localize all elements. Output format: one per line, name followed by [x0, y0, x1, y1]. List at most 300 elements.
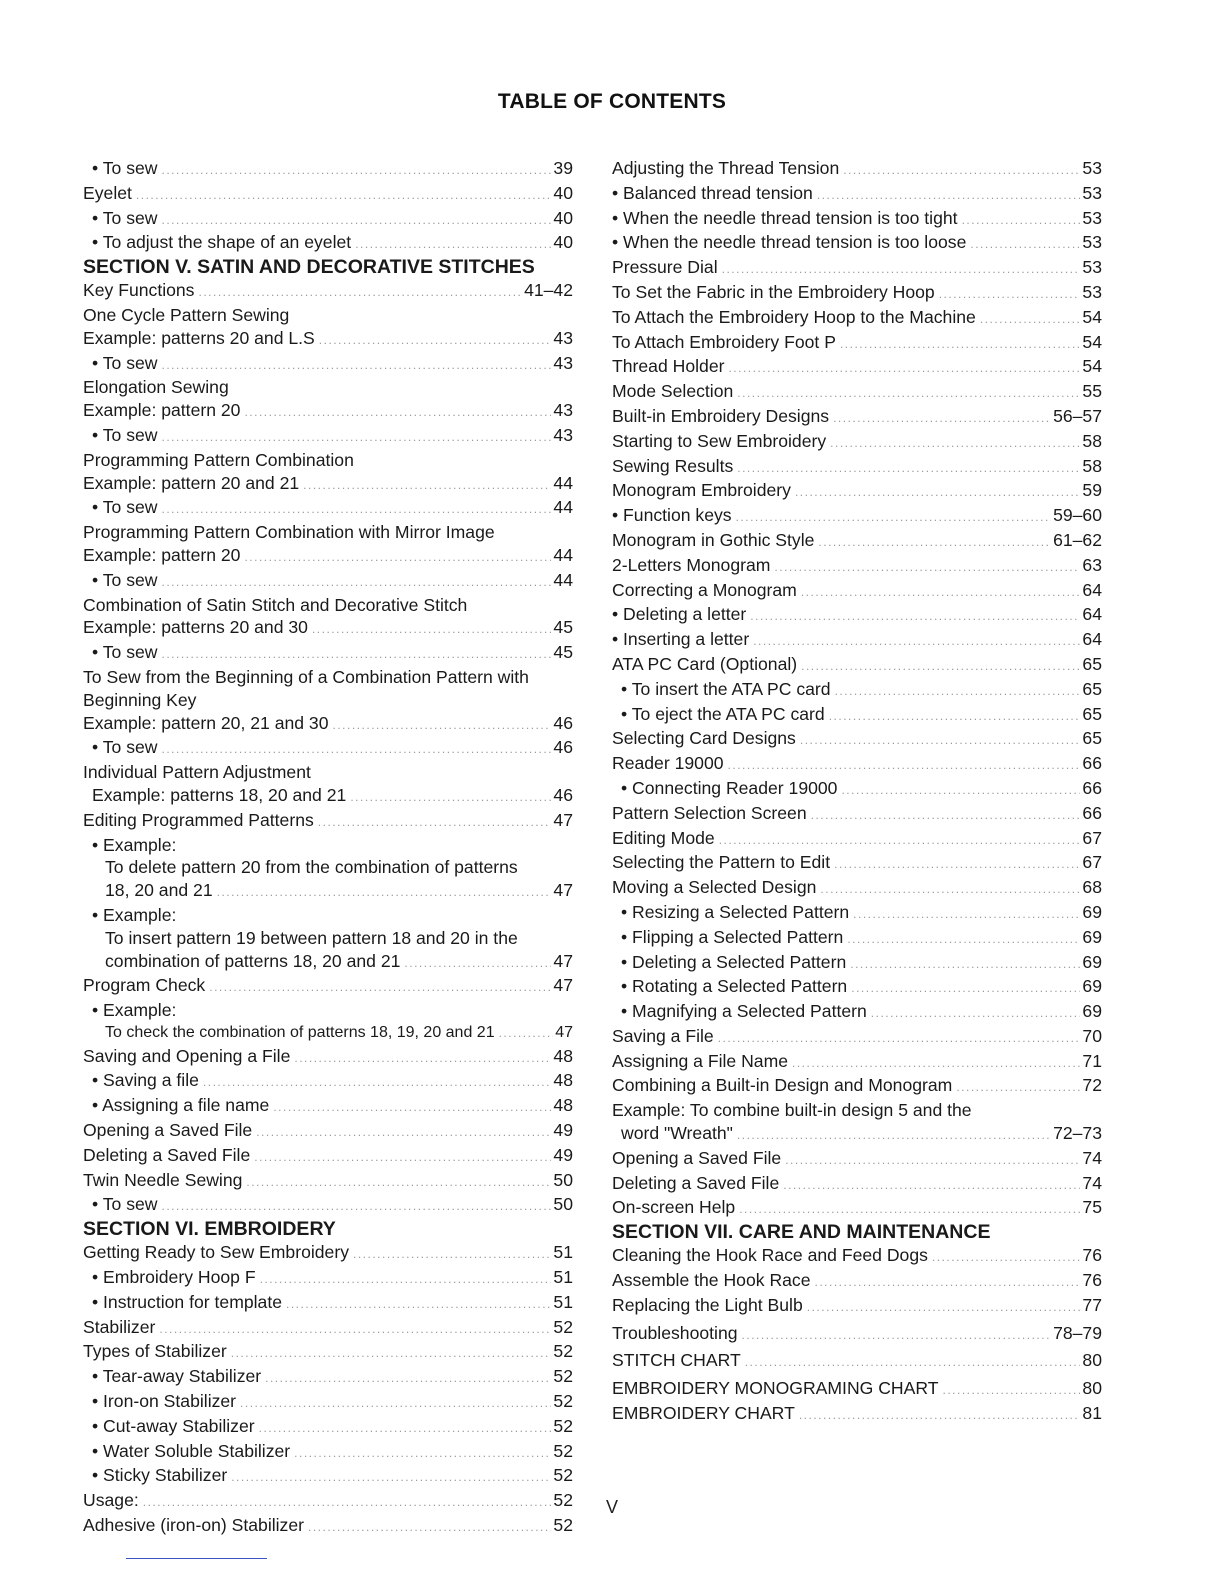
- toc-entry[interactable]: [83, 1390, 573, 1415]
- toc-entry[interactable]: [83, 327, 573, 352]
- toc-entry-title: Usage:: [83, 1490, 139, 1511]
- dot-leader: [265, 1367, 551, 1390]
- toc-entry-page: 66: [1082, 753, 1102, 774]
- toc-entry-title: Example: pattern 20, 21 and 30: [83, 712, 329, 733]
- toc-entry[interactable]: [83, 352, 573, 377]
- toc-right-column: [612, 157, 1102, 1427]
- toc-entry-page: 43: [553, 352, 573, 373]
- dot-leader: [722, 258, 1081, 281]
- dot-leader: [404, 952, 551, 975]
- toc-entry[interactable]: [83, 974, 573, 999]
- dot-leader: [742, 1324, 1052, 1347]
- toc-entry-title: Combining a Built-in Design and Monogram: [612, 1075, 953, 1096]
- toc-entry-page: 68: [1082, 877, 1102, 898]
- dot-leader: [835, 680, 1081, 703]
- toc-entry-title: Example: patterns 20 and 30: [83, 617, 308, 638]
- toc-entry-title: Monogram in Gothic Style: [612, 529, 815, 550]
- toc-entry[interactable]: [612, 207, 1102, 232]
- toc-entry-title: • To sew: [92, 497, 158, 518]
- dot-leader: [833, 407, 1051, 430]
- toc-entry-page: 51: [553, 1291, 573, 1312]
- toc-entry[interactable]: [612, 331, 1102, 356]
- dot-leader: [851, 977, 1080, 1000]
- toc-entry[interactable]: [612, 876, 1102, 901]
- toc-entry-title: Getting Ready to Sew Embroidery: [83, 1242, 349, 1263]
- toc-entry-page: 53: [1082, 182, 1102, 203]
- toc-entry-title: word "Wreath": [621, 1123, 733, 1144]
- toc-entry[interactable]: [612, 1074, 1102, 1099]
- toc-entry-page: 66: [1082, 802, 1102, 823]
- toc-entry-page: 48: [553, 1070, 573, 1091]
- toc-entry-page: 59–60: [1053, 505, 1102, 526]
- toc-entry-title: combination of patterns 18, 20 and 21: [105, 950, 401, 971]
- dot-leader: [817, 184, 1081, 207]
- toc-entry-page: 53: [1082, 281, 1102, 302]
- toc-entry-page: 78–79: [1053, 1322, 1102, 1343]
- toc-entry-page: 54: [1082, 331, 1102, 352]
- toc-entry-title: Program Check: [83, 975, 206, 996]
- toc-entry[interactable]: [612, 802, 1102, 827]
- toc-entry-page: 40: [553, 182, 573, 203]
- dot-leader: [801, 655, 1080, 678]
- toc-entry[interactable]: [612, 628, 1102, 653]
- dot-leader: [774, 556, 1080, 579]
- toc-entry[interactable]: [83, 424, 573, 449]
- toc-entry-page: 74: [1082, 1172, 1102, 1193]
- dot-leader: [312, 618, 551, 641]
- toc-entry-title: Opening a Saved File: [83, 1120, 253, 1141]
- toc-entry[interactable]: [612, 752, 1102, 777]
- dot-leader: [319, 329, 552, 352]
- toc-entry[interactable]: [83, 1440, 573, 1465]
- section-heading: SECTION VII. CARE AND MAINTENANCE: [612, 1221, 991, 1244]
- toc-entry-page: 52: [553, 1515, 573, 1536]
- toc-entry[interactable]: [83, 157, 573, 182]
- dot-leader: [256, 1121, 551, 1144]
- toc-entry-title: Adhesive (iron-on) Stabilizer: [83, 1515, 304, 1536]
- toc-entry-title: Cleaning the Hook Race and Feed Dogs: [612, 1245, 928, 1266]
- dot-leader: [800, 729, 1081, 752]
- toc-entry[interactable]: [83, 1144, 573, 1169]
- toc-label: Programming Pattern Combination: [83, 449, 354, 470]
- toc-entry-page: 71: [1082, 1050, 1102, 1071]
- toc-entry-page: 41–42: [524, 280, 573, 301]
- toc-entry[interactable]: [83, 1316, 573, 1341]
- dot-leader: [203, 1071, 552, 1094]
- dot-leader: [843, 159, 1080, 182]
- toc-entry-title: • To sew: [92, 642, 158, 663]
- dot-leader: [753, 630, 1080, 653]
- toc-entry-title: To Set the Fabric in the Embroidery Hoop: [612, 281, 935, 302]
- toc-entry[interactable]: [612, 231, 1102, 256]
- toc-entry-title: • Magnifying a Selected Pattern: [621, 1001, 867, 1022]
- dot-leader: [970, 233, 1080, 256]
- toc-entry[interactable]: [612, 827, 1102, 852]
- toc-entry[interactable]: [612, 455, 1102, 480]
- toc-entry-title: • When the needle thread tension is too tight: [612, 207, 958, 228]
- toc-entry[interactable]: [83, 712, 573, 737]
- toc-entry[interactable]: [612, 727, 1102, 752]
- toc-entry-page: 72: [1082, 1075, 1102, 1096]
- toc-entry-title: Reader 19000: [612, 753, 724, 774]
- toc-entry-title: Example: pattern 20 and 21: [83, 472, 300, 493]
- toc-entry-page: 72–73: [1053, 1123, 1102, 1144]
- toc-entry-title: To Attach Embroidery Foot P: [612, 331, 836, 352]
- section-heading: SECTION V. SATIN AND DECORATIVE STITCHES: [83, 256, 535, 279]
- toc-entry-title: • To sew: [92, 352, 158, 373]
- toc-entry[interactable]: [612, 1269, 1102, 1294]
- toc-entry-title: Moving a Selected Design: [612, 877, 817, 898]
- dot-leader: [785, 1149, 1080, 1172]
- dot-leader: [259, 1417, 552, 1440]
- dot-leader: [745, 1351, 1081, 1374]
- toc-entry[interactable]: [612, 1294, 1102, 1319]
- toc-label: To insert pattern 19 between pattern 18 and 20 in the: [105, 927, 518, 948]
- toc-entry-page: 69: [1082, 901, 1102, 922]
- dot-leader: [818, 531, 1051, 554]
- dot-leader: [318, 811, 552, 834]
- toc-entry-title: To check the combination of patterns 18, 19, 20 and 21: [105, 1023, 495, 1041]
- toc-entry[interactable]: [612, 1147, 1102, 1172]
- toc-entry[interactable]: [612, 703, 1102, 728]
- dot-leader: [294, 1047, 551, 1070]
- toc-entry-title: • To sew: [92, 158, 158, 178]
- toc-entry-title: • To sew: [92, 737, 158, 758]
- toc-entry-title: • To sew: [92, 1194, 158, 1215]
- toc-entry-page: 46: [553, 784, 573, 805]
- toc-entry[interactable]: [83, 879, 573, 904]
- toc-entry-page: 69: [1082, 1001, 1102, 1022]
- toc-entry[interactable]: [83, 1169, 573, 1194]
- toc-entry[interactable]: [83, 809, 573, 834]
- toc-label: • Example:: [92, 904, 177, 925]
- toc-entry-page: 80: [1082, 1350, 1102, 1371]
- dot-leader: [841, 779, 1080, 802]
- toc-entry-title: To Attach the Embroidery Hoop to the Machine: [612, 306, 976, 327]
- toc-entry-title: Monogram Embroidery: [612, 480, 791, 501]
- toc-entry-title: Deleting a Saved File: [83, 1144, 251, 1165]
- toc-entry-page: 44: [553, 497, 573, 518]
- toc-entry[interactable]: [612, 777, 1102, 802]
- dot-leader: [739, 1198, 1080, 1221]
- toc-entry-title: ATA PC Card (Optional): [612, 653, 798, 674]
- toc-entry-page: 67: [1082, 827, 1102, 848]
- toc-entry[interactable]: [612, 405, 1102, 430]
- dot-leader: [303, 474, 551, 497]
- toc-entry-page: 50: [553, 1194, 573, 1215]
- toc-entry-title: Assigning a File Name: [612, 1050, 789, 1071]
- toc-entry-page: 48: [553, 1095, 573, 1116]
- dot-leader: [853, 903, 1080, 926]
- toc-entry-page: 46: [553, 712, 573, 733]
- toc-entry-title: • To sew: [92, 424, 158, 445]
- toc-entry-title: Deleting a Saved File: [612, 1172, 780, 1193]
- toc-entry-page: 52: [553, 1366, 573, 1387]
- toc-entry-title: • Instruction for template: [92, 1291, 283, 1312]
- toc-entry[interactable]: [83, 279, 573, 304]
- toc-entry[interactable]: [612, 1000, 1102, 1025]
- footer-rule: [126, 1558, 267, 1559]
- toc-entry-page: 67: [1082, 852, 1102, 873]
- dot-leader: [333, 714, 552, 737]
- toc-entry[interactable]: [612, 1172, 1102, 1197]
- toc-entry[interactable]: [83, 1069, 573, 1094]
- toc-entry-page: 47: [555, 1023, 573, 1041]
- toc-label: Example: To combine built-in design 5 and the: [612, 1100, 972, 1121]
- dot-leader: [811, 804, 1081, 827]
- toc-entry-title: Stabilizer: [83, 1316, 156, 1337]
- toc-entry[interactable]: [612, 1122, 1102, 1147]
- toc-entry-page: 64: [1082, 579, 1102, 600]
- toc-entry[interactable]: [83, 1415, 573, 1440]
- toc-entry-title: Pattern Selection Screen: [612, 802, 807, 823]
- dot-leader: [737, 1124, 1051, 1147]
- toc-entry-page: 65: [1082, 653, 1102, 674]
- toc-entry-title: • Water Soluble Stabilizer: [92, 1440, 291, 1461]
- dot-leader: [286, 1293, 551, 1316]
- dot-leader: [807, 1296, 1081, 1319]
- toc-entry-page: 44: [553, 472, 573, 493]
- toc-entry[interactable]: [612, 579, 1102, 604]
- dot-leader: [719, 829, 1081, 852]
- toc-entry[interactable]: [612, 430, 1102, 455]
- toc-entry[interactable]: [612, 554, 1102, 579]
- toc-entry[interactable]: [83, 1045, 573, 1070]
- dot-leader: [850, 953, 1080, 976]
- toc-entry-page: 55: [1082, 381, 1102, 402]
- toc-entry[interactable]: [612, 1349, 1102, 1374]
- toc-entry-page: 53: [1082, 232, 1102, 253]
- toc-entry-title: Correcting a Monogram: [612, 579, 797, 600]
- toc-entry[interactable]: [83, 231, 573, 256]
- toc-entry-page: 63: [1082, 554, 1102, 575]
- toc-entry-title: • Sticky Stabilizer: [92, 1465, 228, 1486]
- toc-label: Individual Pattern Adjustment: [83, 762, 311, 783]
- toc-entry[interactable]: [83, 1022, 573, 1045]
- toc-entry-title: Saving a File: [612, 1025, 714, 1046]
- toc-entry[interactable]: [612, 678, 1102, 703]
- dot-leader: [799, 1404, 1081, 1427]
- toc-entry[interactable]: [612, 479, 1102, 504]
- dot-leader: [273, 1096, 551, 1119]
- toc-entry[interactable]: [612, 281, 1102, 306]
- toc-entry[interactable]: [83, 496, 573, 521]
- toc-entry[interactable]: [612, 603, 1102, 628]
- toc-entry[interactable]: [83, 207, 573, 232]
- toc-entry[interactable]: [612, 1377, 1102, 1402]
- toc-entry-title: Types of Stabilizer: [83, 1341, 227, 1362]
- toc-entry[interactable]: [612, 529, 1102, 554]
- toc-entry-title: Starting to Sew Embroidery: [612, 430, 827, 451]
- toc-entry[interactable]: [83, 1119, 573, 1144]
- dot-leader: [830, 432, 1080, 455]
- toc-entry-title: Selecting the Pattern to Edit: [612, 852, 831, 873]
- toc-entry[interactable]: [612, 1196, 1102, 1221]
- toc-entry-page: 53: [1082, 158, 1102, 178]
- dot-leader: [244, 546, 551, 569]
- toc-entry[interactable]: [612, 1402, 1102, 1427]
- dot-leader: [162, 738, 552, 761]
- dot-leader: [820, 878, 1080, 901]
- toc-entry[interactable]: [83, 1365, 573, 1390]
- toc-entry-page: 54: [1082, 306, 1102, 327]
- toc-entry-title: • Deleting a letter: [612, 604, 747, 625]
- toc-entry[interactable]: [83, 569, 573, 594]
- toc-entry-page: 43: [553, 400, 573, 421]
- toc-entry-page: 52: [553, 1391, 573, 1412]
- toc-entry-page: 58: [1082, 455, 1102, 476]
- toc-entry-page: 43: [553, 327, 573, 348]
- toc-entry-title: Opening a Saved File: [612, 1147, 782, 1168]
- toc-entry-page: 49: [553, 1144, 573, 1165]
- toc-entry-page: 58: [1082, 430, 1102, 451]
- dot-leader: [162, 209, 552, 232]
- toc-entry-title: STITCH CHART: [612, 1350, 741, 1371]
- toc-entry-page: 81: [1082, 1403, 1102, 1424]
- toc-entry-title: Troubleshooting: [612, 1322, 738, 1343]
- toc-entry[interactable]: [83, 1464, 573, 1489]
- toc-entry[interactable]: [83, 399, 573, 424]
- toc-entry[interactable]: [83, 1094, 573, 1119]
- toc-entry-title: • Deleting a Selected Pattern: [621, 951, 847, 972]
- toc-entry[interactable]: [612, 1322, 1102, 1347]
- toc-entry-page: 53: [1082, 257, 1102, 278]
- toc-entry-title: • To adjust the shape of an eyelet: [92, 232, 352, 253]
- dot-leader: [162, 643, 552, 666]
- toc-entry-page: 45: [553, 642, 573, 663]
- dot-leader: [840, 333, 1080, 356]
- dot-leader: [260, 1268, 552, 1291]
- toc-entry[interactable]: [612, 504, 1102, 529]
- toc-entry-page: 61–62: [1053, 529, 1102, 550]
- toc-entry-title: • To insert the ATA PC card: [621, 678, 831, 699]
- toc-label: Beginning Key: [83, 689, 197, 710]
- toc-entry[interactable]: [83, 1193, 573, 1218]
- toc-entry[interactable]: [83, 544, 573, 569]
- toc-left-column: [83, 157, 573, 1539]
- toc-entry[interactable]: [83, 1241, 573, 1266]
- toc-entry-title: Editing Programmed Patterns: [83, 809, 314, 830]
- toc-entry-title: • Cut-away Stabilizer: [92, 1415, 255, 1436]
- dot-leader: [355, 233, 551, 256]
- toc-entry[interactable]: [612, 1050, 1102, 1075]
- toc-entry-page: 59: [1082, 480, 1102, 501]
- toc-entry-title: • Connecting Reader 19000: [621, 777, 838, 798]
- toc-entry-title: Replacing the Light Bulb: [612, 1294, 803, 1315]
- toc-entry-title: Sewing Results: [612, 455, 734, 476]
- dot-leader: [294, 1442, 551, 1465]
- toc-entry-page: 76: [1082, 1245, 1102, 1266]
- toc-entry-title: • Embroidery Hoop F: [92, 1267, 256, 1288]
- toc-entry[interactable]: [612, 851, 1102, 876]
- toc-entry[interactable]: [612, 1025, 1102, 1050]
- dot-leader: [728, 754, 1081, 777]
- dot-leader: [980, 308, 1081, 331]
- toc-entry[interactable]: [83, 950, 573, 975]
- toc-label: To delete pattern 20 from the combination of patterns: [105, 857, 518, 878]
- dot-leader: [209, 976, 551, 999]
- toc-entry-page: 69: [1082, 951, 1102, 972]
- toc-entry-page: 48: [553, 1045, 573, 1066]
- toc-entry-title: Example: patterns 20 and L.S: [83, 327, 315, 348]
- dot-leader: [136, 184, 552, 207]
- toc-entry-page: 50: [553, 1169, 573, 1190]
- dot-leader: [736, 506, 1051, 529]
- toc-entry-title: Saving and Opening a File: [83, 1045, 291, 1066]
- toc-entry[interactable]: [612, 926, 1102, 951]
- toc-entry-title: • Flipping a Selected Pattern: [621, 926, 844, 947]
- toc-entry[interactable]: [83, 784, 573, 809]
- toc-entry[interactable]: [612, 951, 1102, 976]
- toc-entry-page: 65: [1082, 703, 1102, 724]
- dot-leader: [162, 426, 552, 449]
- toc-label: To Sew from the Beginning of a Combination Pattern with: [83, 666, 529, 687]
- dot-leader: [231, 1466, 551, 1489]
- toc-entry[interactable]: [83, 182, 573, 207]
- toc-entry-page: 70: [1082, 1025, 1102, 1046]
- toc-entry-title: • To sew: [92, 569, 158, 590]
- dot-leader: [240, 1392, 551, 1415]
- dot-leader: [783, 1174, 1080, 1197]
- toc-entry-title: Pressure Dial: [612, 257, 718, 278]
- toc-entry[interactable]: [83, 1266, 573, 1291]
- toc-entry-page: 52: [553, 1415, 573, 1436]
- toc-label: Programming Pattern Combination with Mirror Image: [83, 522, 495, 543]
- toc-entry-page: 56–57: [1053, 405, 1102, 426]
- toc-entry[interactable]: [612, 256, 1102, 281]
- toc-entry-page: 44: [553, 544, 573, 565]
- page-number: V: [605, 1497, 618, 1517]
- toc-entry[interactable]: [83, 1340, 573, 1365]
- toc-entry[interactable]: [612, 653, 1102, 678]
- toc-entry-page: 80: [1082, 1378, 1102, 1399]
- toc-entry-title: 2-Letters Monogram: [612, 554, 771, 575]
- toc-entry[interactable]: [612, 380, 1102, 405]
- toc-entry-title: Adjusting the Thread Tension: [612, 158, 840, 178]
- dot-leader: [162, 1195, 552, 1218]
- dot-leader: [499, 1022, 554, 1045]
- toc-entry-title: • Iron-on Stabilizer: [92, 1391, 237, 1412]
- toc-entry-page: 51: [553, 1242, 573, 1263]
- toc-entry[interactable]: [612, 1244, 1102, 1269]
- toc-entry[interactable]: [83, 641, 573, 666]
- dot-leader: [750, 605, 1080, 628]
- toc-label: • Example:: [92, 834, 177, 855]
- toc-entry[interactable]: [612, 157, 1102, 182]
- toc-entry[interactable]: [612, 355, 1102, 380]
- dot-leader: [932, 1246, 1081, 1269]
- dot-leader: [834, 853, 1080, 876]
- toc-entry[interactable]: [83, 1291, 573, 1316]
- toc-entry-title: • To sew: [92, 207, 158, 228]
- toc-label: One Cycle Pattern Sewing: [83, 304, 290, 325]
- toc-entry[interactable]: [612, 306, 1102, 331]
- toc-entry-page: 52: [553, 1490, 573, 1511]
- toc-entry-page: 40: [553, 232, 573, 253]
- toc-entry[interactable]: [83, 616, 573, 641]
- toc-entry[interactable]: [612, 901, 1102, 926]
- toc-entry-title: • When the needle thread tension is too loose: [612, 232, 967, 253]
- toc-entry[interactable]: [83, 736, 573, 761]
- dot-leader: [718, 1027, 1081, 1050]
- toc-entry-page: 47: [553, 950, 573, 971]
- toc-entry[interactable]: [612, 182, 1102, 207]
- toc-entry[interactable]: [612, 975, 1102, 1000]
- toc-entry-title: • Function keys: [612, 505, 732, 526]
- dot-leader: [956, 1076, 1080, 1099]
- toc-entry[interactable]: [83, 472, 573, 497]
- toc-entry-title: EMBROIDERY MONOGRAMING CHART: [612, 1378, 939, 1399]
